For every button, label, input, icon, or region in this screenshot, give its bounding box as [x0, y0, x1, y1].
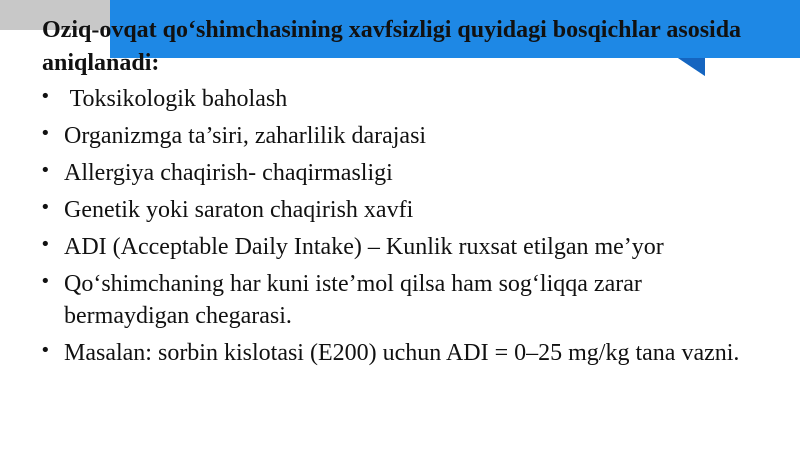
bullet-item-genetic	[40, 194, 770, 226]
bullet-item-limit	[40, 268, 770, 332]
bullet-item-effect	[40, 120, 770, 152]
bullet-dot: •	[40, 271, 51, 292]
bullet-item-allergy	[40, 157, 770, 189]
bullet-text: Toksikologik baholash	[64, 86, 288, 112]
bullet-text: Masalan: sorbin kislotasi (E200) uchun ADI = 0–25 mg/kg tana vazni.	[64, 340, 740, 366]
bullet-text: Allergiya chaqirish- chaqirmasligi	[64, 160, 393, 186]
bullet-dot: •	[40, 123, 51, 144]
bullet-item-adi	[40, 231, 770, 263]
bullet-item-toxicology	[40, 83, 770, 115]
bullet-text: ADI (Acceptable Daily Intake) – Kunlik ruxsat etilgan me’yor	[64, 234, 664, 260]
bullet-dot: •	[40, 340, 51, 361]
bullet-dot: •	[40, 197, 51, 218]
bullet-dot: •	[40, 86, 51, 107]
bullet-text: Genetik yoki saraton chaqirish xavfi	[64, 197, 414, 223]
bullet-item-example	[40, 337, 770, 369]
bullet-text: Organizmga ta’siri, zaharlilik darajasi	[64, 123, 427, 149]
bullet-dot: •	[40, 160, 51, 181]
bullet-dot: •	[40, 234, 51, 255]
bullet-text: Qo‘shimchaning har kuni iste’mol qilsa ham sog‘liqqa zarar bermaydigan chegarasi.	[64, 271, 642, 329]
bullet-list	[40, 83, 770, 374]
slide-title: Oziq-ovqat qo‘shimchasining xavfsizligi quyidagi bosqichlar asosida aniqlanadi:	[42, 17, 742, 76]
